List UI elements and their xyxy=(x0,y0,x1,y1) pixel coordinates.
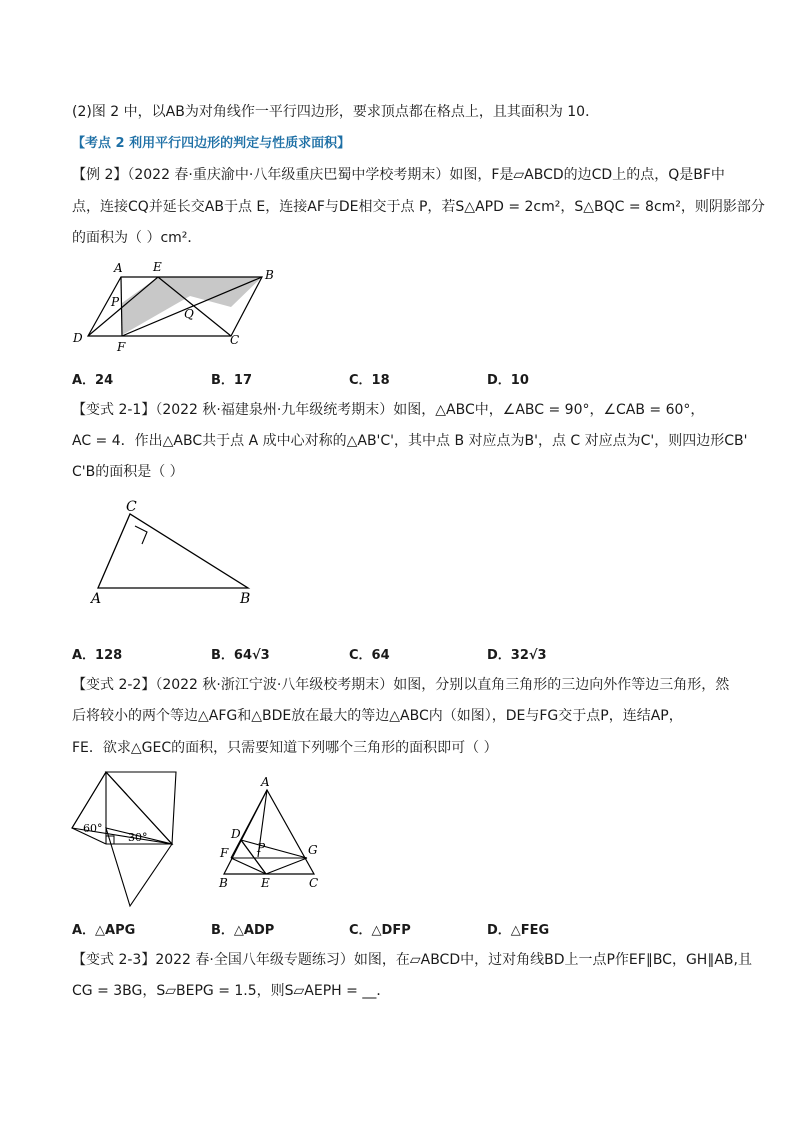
label-Q: Q xyxy=(184,307,194,321)
label-C: C xyxy=(126,500,137,515)
part2-prompt: (2)图 2 中，以AB为对角线作一平行四边形，要求顶点都在格点上，且其面积为 10． xyxy=(72,104,600,120)
var22-right-figure xyxy=(216,772,336,892)
label-D: D xyxy=(231,827,241,841)
var21-option-b[interactable]: B．64√3 xyxy=(211,648,270,663)
label-C: C xyxy=(230,333,240,347)
ex2-option-b[interactable]: B．17 xyxy=(211,373,252,388)
ex2-line-2: 点，连接CQ并延长交AB于点 E，连接AF与DE相交于点 P，若S△APD = 2cm²，S△BQC = 8cm²，则阴影部分 xyxy=(72,199,765,215)
label-E: E xyxy=(261,876,270,890)
angle-30-label: 30° xyxy=(128,831,148,844)
label-D: D xyxy=(73,331,83,345)
label-A: A xyxy=(114,261,123,275)
ex2-option-d[interactable]: D．10 xyxy=(487,373,529,388)
ex2-option-c[interactable]: C．18 xyxy=(349,373,390,388)
label-F: F xyxy=(117,340,126,354)
var22-option-d[interactable]: D．△FEG xyxy=(487,923,550,938)
label-F: F xyxy=(220,846,229,860)
var22-line-2: 后将较小的两个等边△AFG和△BDE放在最大的等边△ABC内（如图），DE与FG交于点P，连结AP， xyxy=(72,708,683,724)
var21-line-2: AC = 4．作出△ABC共于点 A 成中心对称的△AB'C'，其中点 B 对应点为B'，点 C 对应点为C'，则四边形CB' xyxy=(72,433,748,449)
section-heading: 【考点 2 利用平行四边形的判定与性质求面积】 xyxy=(72,136,351,151)
ex2-line-1: 【例 2】（2022 春·重庆渝中·八年级重庆巴蜀中学校考期末）如图，F是▱ABCD的边CD上的点，Q是BF中 xyxy=(72,167,725,183)
var21-option-c[interactable]: C．64 xyxy=(349,648,390,663)
ex2-parallelogram-figure xyxy=(70,258,290,358)
ex2-option-a[interactable]: A．24 xyxy=(72,373,114,388)
label-G: G xyxy=(308,843,318,857)
label-A: A xyxy=(261,775,270,789)
label-B: B xyxy=(240,591,251,607)
angle-60-label: 60° xyxy=(83,822,103,835)
var21-triangle-figure xyxy=(88,500,268,610)
label-B: B xyxy=(219,876,228,890)
var22-line-1: 【变式 2-2】（2022 秋·浙江宁波·八年级校考期末）如图，分别以直角三角形的三边向外作等边三角形，然 xyxy=(72,677,730,693)
var21-line-1: 【变式 2-1】（2022 秋·福建泉州·九年级统考期末）如图，△ABC中，∠ABC = 90°，∠CAB = 60°， xyxy=(72,402,705,418)
label-B: B xyxy=(265,268,274,282)
var22-option-a[interactable]: A．△APG xyxy=(72,923,136,938)
label-A: A xyxy=(91,591,102,607)
var22-option-b[interactable]: B．△ADP xyxy=(211,923,275,938)
ex2-line-3: 的面积为（ ）cm²． xyxy=(72,230,202,246)
label-C: C xyxy=(309,876,319,890)
var21-option-a[interactable]: A．128 xyxy=(72,648,123,663)
var23-line-1: 【变式 2-3】2022 春·全国八年级专题练习）如图，在▱ABCD中，过对角线BD上一点P作EF∥BC，GH∥AB,且 xyxy=(72,952,752,968)
var22-option-c[interactable]: C．△DFP xyxy=(349,923,411,938)
var22-line-3: FE．欲求△GEC的面积，只需要知道下列哪个三角形的面积即可（ ） xyxy=(72,740,498,756)
var21-option-d[interactable]: D．32√3 xyxy=(487,648,547,663)
var22-left-figure xyxy=(68,770,188,910)
label-E: E xyxy=(153,260,162,274)
var23-line-2: CG = 3BG，S▱BEPG = 1.5，则S▱AEPH = __． xyxy=(72,983,391,999)
label-P: P xyxy=(111,295,120,309)
var21-line-3: C'B的面积是（ ） xyxy=(72,464,184,480)
label-P: P xyxy=(257,841,266,855)
